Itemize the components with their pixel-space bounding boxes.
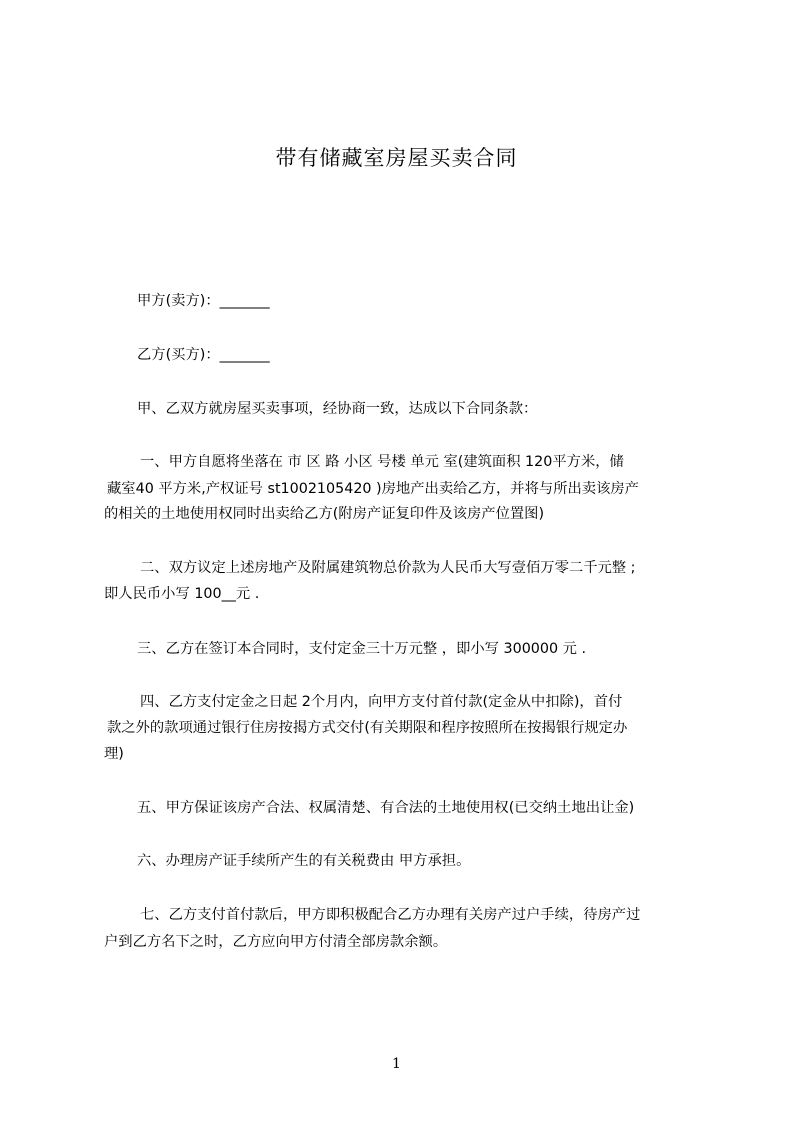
page-title: 带有储藏室房屋买卖合同 bbox=[275, 146, 518, 170]
clause-4-line-1: 四、乙方支付定金之日起 2个月内，向甲方支付首付款(定金从中扣除)，首付 bbox=[140, 694, 623, 710]
clause-1-line-3: 的相关的土地使用权同时出卖给乙方(附房产证复印件及该房产位置图) bbox=[104, 506, 545, 522]
party-a-line: 甲方(卖方)：_______ bbox=[137, 293, 270, 309]
clause-7-line-1: 七、乙方支付首付款后，甲方即积极配合乙方办理有关房产过户手续，待房产过 bbox=[140, 907, 641, 923]
intro-paragraph: 甲、乙双方就房屋买卖事项，经协商一致，达成以下合同条款： bbox=[137, 401, 538, 417]
clause-2-line-1: 二、双方议定上述房地产及附属建筑物总价款为人民币大写壹佰万零二千元整 ; bbox=[140, 560, 636, 576]
clause-4-line-3: 理) bbox=[104, 746, 124, 762]
page-number: 1 bbox=[392, 1056, 401, 1072]
clause-4-line-2: 款之外的款项通过银行住房按揭方式交付(有关期限和程序按照所在按揭银行规定办 bbox=[107, 720, 628, 736]
clause-7-line-2: 户到乙方名下之时，乙方应向甲方付清全部房款余额。 bbox=[104, 934, 448, 950]
clause-1-line-2: 藏室40 平方米,产权证号 st1002105420 )房地产出卖给乙方，并将与所出卖该房产 bbox=[107, 481, 639, 497]
clause-2-line-2: 即人民币小写 100__元 . bbox=[104, 586, 260, 602]
clause-1-line-1: 一、甲方自愿将坐落在 市 区 路 小区 号楼 单元 室(建筑面积 120平方米，储 bbox=[140, 454, 624, 470]
clause-3: 三、乙方在签订本合同时，支付定金三十万元整 ，即小写 300000 元 . bbox=[137, 641, 587, 657]
party-b-line: 乙方(买方)：_______ bbox=[137, 347, 270, 363]
clause-5: 五、甲方保证该房产合法、权属清楚、有合法的土地使用权(已交纳土地出让金) bbox=[137, 800, 635, 816]
clause-6: 六、办理房产证手续所产生的有关税费由 甲方承担。 bbox=[137, 853, 471, 869]
